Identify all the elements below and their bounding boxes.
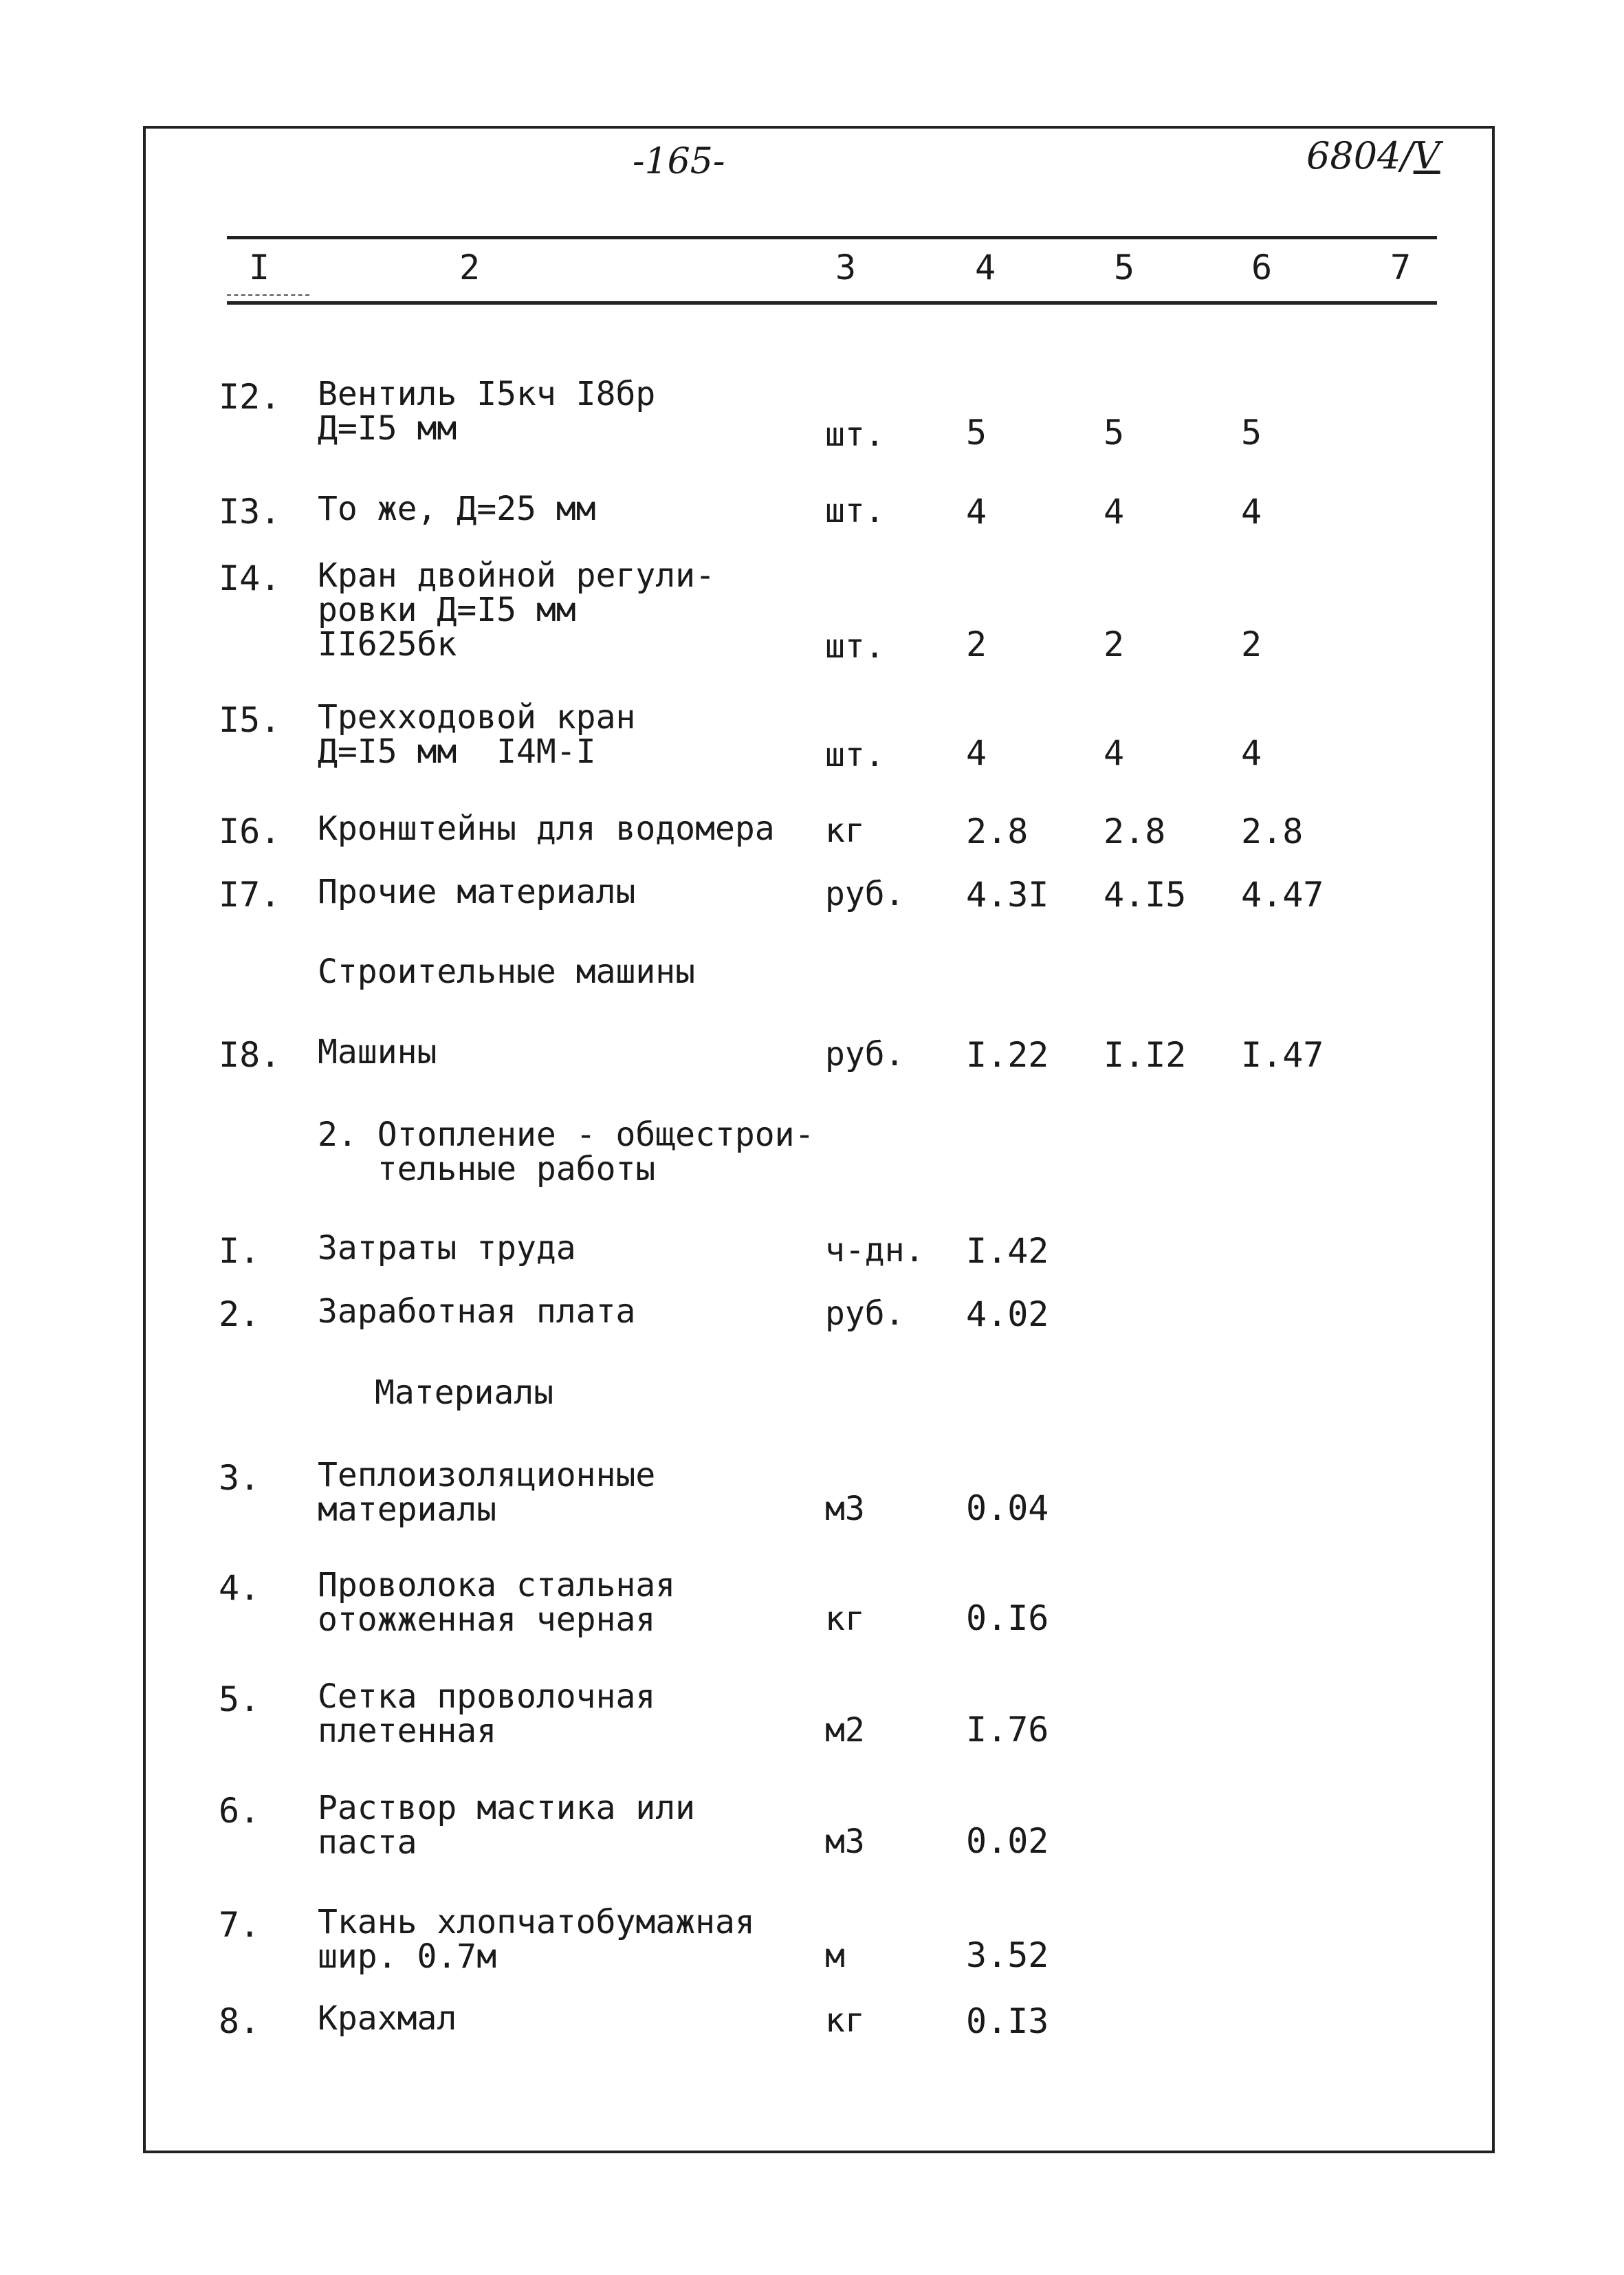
row-value-5: 4 [1104,492,1125,532]
row-number: 5. [219,1679,261,1719]
row-unit: кг [825,1600,865,1638]
row-value-5: 2 [1104,624,1125,664]
row-number: I8. [219,1035,281,1075]
row-value-4: I.22 [966,1035,1049,1075]
row-name: Вентиль I5кч I8бр Д=I5 мм [318,375,656,448]
section-title-materials: Материалы [375,1373,554,1412]
row-number: I. [219,1231,261,1271]
row-value-4: 4 [966,733,987,773]
row-name: Кронштейны для водомера [318,809,775,848]
row-unit: шт. [825,492,885,530]
row-value-4: 4.02 [966,1294,1049,1334]
row-value-4: 0.04 [966,1488,1049,1528]
row-number: 3. [219,1458,261,1498]
row-name: Ткань хлопчатобумажная шир. 0.7м [318,1903,755,1976]
row-unit: руб. [825,1035,905,1074]
row-unit: ч-дн. [825,1231,925,1270]
row-name: Затраты труда [318,1229,576,1267]
row-unit: руб. [825,1294,905,1333]
row-number: 4. [219,1568,261,1608]
column-header-1: I [249,248,270,287]
row-number: I7. [219,875,281,915]
row-value-4: 2 [966,624,987,664]
row-unit: кг [825,2001,865,2040]
column-header-6: 6 [1251,248,1273,287]
row-value-6: 2 [1241,624,1262,664]
column-header-5: 5 [1114,248,1135,287]
row-value-6: 4 [1241,733,1262,773]
header-top-rule [227,236,1437,239]
row-number: I2. [219,377,281,417]
column-header-3: 3 [835,248,857,287]
document-number [1306,134,1440,177]
row-name: То же, Д=25 мм [318,490,596,528]
column-header-7: 7 [1390,248,1412,287]
row-number: 6. [219,1791,261,1831]
row-number: 7. [219,1905,261,1945]
row-name: Крахмал [318,1999,457,2038]
row-name: Прочие материалы [318,873,636,911]
row-value-5: 2.8 [1104,812,1166,851]
row-number: 8. [219,2001,261,2041]
row-value-4: 5 [966,413,987,453]
row-unit: м3 [825,1822,865,1861]
document-number-suffix: V [1413,134,1440,177]
row-number: I3. [219,492,281,532]
row-name: Сетка проволочная плетенная [318,1677,656,1750]
row-unit: шт. [825,627,885,666]
row-unit: шт. [825,415,885,454]
row-unit: м3 [825,1490,865,1528]
row-value-5: 5 [1104,413,1125,453]
row-value-4: 0.I3 [966,2001,1049,2041]
row-unit: м [825,1937,845,1975]
row-unit: руб. [825,875,905,913]
row-value-5: 4.I5 [1104,875,1187,915]
row-name: Заработная плата [318,1292,636,1331]
row-name: Машины [318,1033,437,1071]
page-number: -165- [633,141,725,182]
section-title-heating: 2. Отопление - общестрои- тельные работы [318,1115,815,1188]
row-name: Проволока стальная отожженная черная [318,1566,676,1639]
row-name: Трехходовой кран Д=I5 мм I4M-I [318,698,636,771]
row-value-4: 0.I6 [966,1598,1049,1638]
row-value-4: 4 [966,492,987,532]
section-title-machines: Строительные машины [318,953,696,991]
row-unit: шт. [825,736,885,774]
row-name: Теплоизоляционные материалы [318,1456,656,1529]
header-dash [227,294,309,296]
row-unit: кг [825,812,865,850]
column-header-4: 4 [975,248,996,287]
row-name: Кран двойной регули- ровки Д=I5 мм II625бк [318,556,715,664]
row-value-6: 5 [1241,413,1262,453]
row-unit: м2 [825,1711,865,1750]
row-number: I4. [219,558,281,598]
row-name: Раствор мастика или паста [318,1789,696,1862]
row-value-6: 2.8 [1241,812,1304,851]
row-value-4: 2.8 [966,812,1029,851]
row-number: I5. [219,700,281,740]
document-number-main: 6804/ [1306,134,1414,177]
row-value-6: 4.47 [1241,875,1324,915]
row-value-4: I.42 [966,1231,1049,1271]
row-value-4: I.76 [966,1710,1049,1750]
row-value-5: I.I2 [1104,1035,1187,1075]
row-value-6: 4 [1241,492,1262,532]
column-header-2: 2 [459,248,481,287]
header-bottom-rule [227,301,1437,305]
row-value-4: 4.3I [966,875,1049,915]
row-value-5: 4 [1104,733,1125,773]
row-number: I6. [219,812,281,851]
row-value-4: 0.02 [966,1821,1049,1861]
row-value-6: I.47 [1241,1035,1324,1075]
row-value-4: 3.52 [966,1935,1049,1975]
row-number: 2. [219,1294,261,1334]
